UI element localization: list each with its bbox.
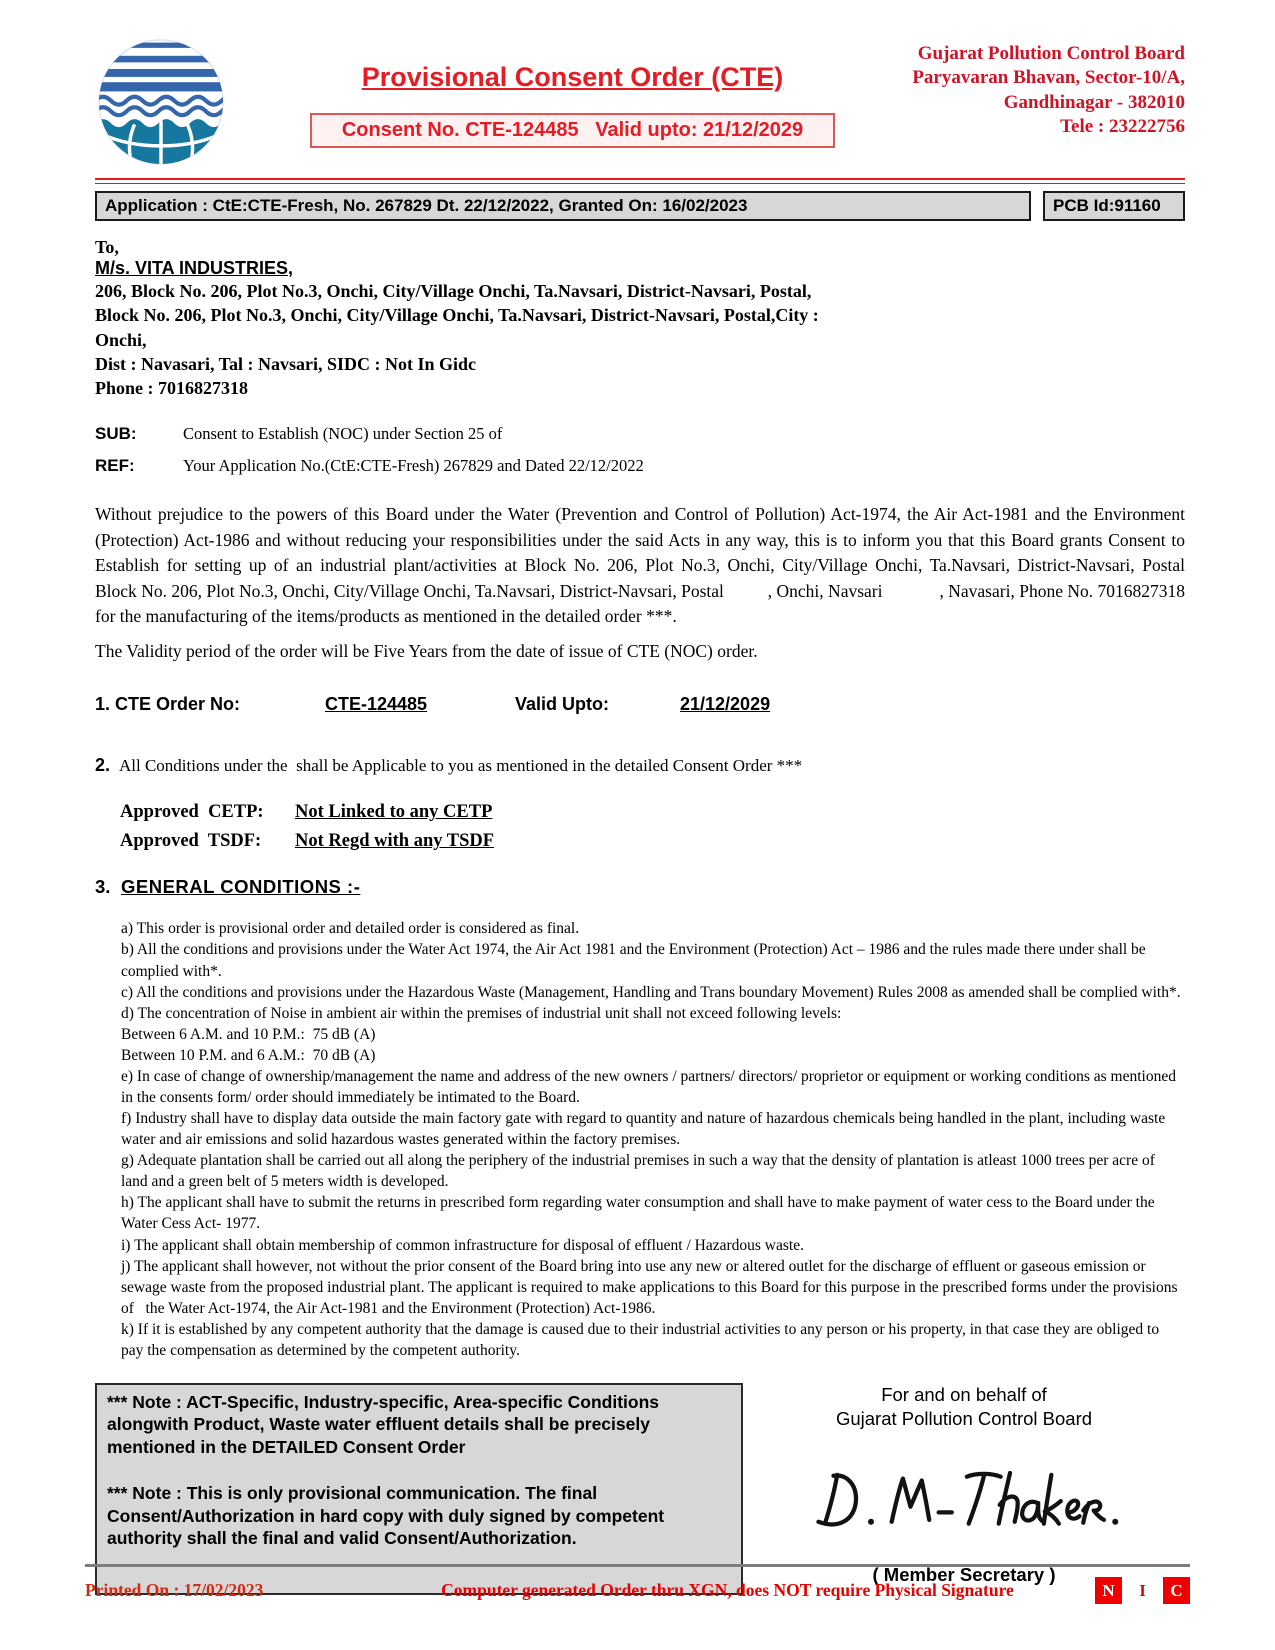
general-conditions-list	[121, 918, 1185, 1361]
condition-item: b) All the conditions and provisions under the Water Act 1974, the Air Act 1981 and the Environment (Protection) Act – 1986 and the rules made there under shall be complied with*.	[121, 941, 1150, 980]
condition-item: a) This order is provisional order and detailed order is considered as final.	[121, 920, 580, 938]
clause-text: All Conditions under the shall be Applicable to you as mentioned in the detailed Consent Order ***	[119, 756, 803, 776]
reference-label: REF:	[95, 456, 135, 476]
header	[95, 36, 1185, 168]
nic-letter-c: C	[1163, 1577, 1190, 1604]
general-conditions-number: 3.	[95, 876, 111, 898]
gpcb-logo	[95, 36, 260, 168]
condition-item: c) All the conditions and provisions under the Hazardous Waste (Management, Handling and Trans boundary Movement) Rules 2008 as amended shall be complied with*.	[121, 983, 1181, 1001]
board-address	[885, 36, 1185, 139]
application-bar: Application : CtE:CTE-Fresh, No. 267829 Dt. 22/12/2022, Granted On: 16/02/2023	[95, 191, 1031, 221]
valid-upto-value: 21/12/2029	[680, 694, 771, 715]
conditions-clause	[95, 755, 1185, 776]
board-address-line: Gujarat Pollution Control Board	[917, 43, 1185, 64]
condition-item: Between 10 P.M. and 6 A.M.: 70 dB (A)	[121, 1046, 376, 1064]
recipient-address-line: Dist : Navasari, Tal : Navsari, SIDC : Not In Gidc	[95, 353, 477, 374]
valid-upto-label: Valid Upto:	[515, 694, 609, 715]
note-provisional: *** Note : This is only provisional communication. The final Consent/Authorization in hard copy with duly signed by competent authority shall the final and valid Consent/Authorization.	[107, 1483, 665, 1548]
condition-item: g) Adequate plantation shall be carried out all along the periphery of the industrial premises in such a way that the density of plantation is atleast 1000 trees per acre of land and a green belt of 5 meters width is developed.	[121, 1152, 1159, 1191]
on-behalf-line: For and on behalf of	[881, 1384, 1047, 1405]
footer-divider	[85, 1564, 1190, 1567]
application-row	[95, 191, 1185, 221]
grant-paragraph: Without prejudice to the powers of this Board under the Water (Prevention and Control of Pollution) Act-1974, the Air Act-1981 and the Environment (Protection) Act-1986 and without reducing your responsibilities under the said Acts in any way, this is to inform you that this Board grants Consent to Establish for setting up of an industrial plant/activities at Block No. 206, Plot No.3, Onchi, City/Village Onchi, Ta.Navsari, District-Navsari, Postal Block No. 206, Plot No.3, Onchi, City/Village Onchi, Ta.Navsari, District-Navsari, Postal , Onchi, Navsari , Navasari, Phone No. 7016827318 for the manufacturing of the items/products as mentioned in the detailed order ***.	[95, 504, 1229, 626]
approved-cetp-value: Not Linked to any CETP	[295, 802, 493, 823]
board-address-line: Tele : 23222756	[1060, 115, 1185, 137]
board-address-line: Gandhinagar - 382010	[1003, 91, 1185, 113]
page-title: Provisional Consent Order (CTE)	[361, 62, 784, 92]
nic-letter-i: I	[1129, 1577, 1156, 1604]
clause-number: 2.	[95, 755, 111, 776]
condition-item: Between 6 A.M. and 10 P.M.: 75 dB (A)	[121, 1025, 376, 1043]
cte-order-no-value: CTE-124485	[325, 694, 428, 715]
cte-order-row	[95, 694, 1185, 715]
footer-note: Computer generated Order thru XGN, does NOT require Physical Signature	[441, 1580, 1014, 1600]
pcb-id-badge: PCB Id:91160	[1043, 191, 1185, 221]
general-conditions-heading	[95, 876, 1185, 898]
general-conditions-title: GENERAL CONDITIONS :-	[121, 876, 361, 898]
printed-on: Printed On : 17/02/2023	[85, 1580, 264, 1600]
nic-logo	[1095, 1577, 1190, 1604]
approved-tsdf-label: Approved TSDF:	[120, 831, 262, 852]
condition-item: f) Industry shall have to display data outside the main factory gate with regard to quantity and nature of hazardous chemicals being handled in the plant, including waste water and air emissions and solid hazardous wastes generated within the factory premises.	[121, 1110, 1170, 1149]
signature-handwriting	[743, 1465, 1185, 1547]
header-divider	[95, 178, 1185, 184]
board-address-line: Paryavaran Bhavan, Sector-10/A,	[912, 67, 1185, 89]
reference-text: Your Application No.(CtE:CTE-Fresh) 267829 and Dated 22/12/2022	[183, 456, 644, 476]
consent-banner: Consent No. CTE-124485 Valid upto: 21/12/2029	[310, 113, 835, 148]
recipient-block	[95, 237, 1185, 400]
recipient-name: M/s. VITA INDUSTRIES,	[95, 258, 294, 278]
condition-item: d) The concentration of Noise in ambient air within the premises of industrial unit shall not exceed following levels:	[121, 1004, 842, 1022]
approved-tsdf-value: Not Regd with any TSDF	[295, 831, 495, 852]
salutation: To,	[95, 237, 119, 257]
signatory-designation: ( Member Secretary )	[872, 1564, 1056, 1586]
condition-item: e) In case of change of ownership/management the name and address of the new owners / partners/ directors/ proprietor or equipment or working conditions as mentioned in the consents form/ order should immediately be intimated to the Board.	[121, 1067, 1180, 1106]
on-behalf-line: Gujarat Pollution Control Board	[835, 1408, 1093, 1430]
approved-cetp-label: Approved CETP:	[120, 802, 264, 823]
recipient-phone: Phone : 7016827318	[95, 378, 248, 399]
recipient-address-line: Block No. 206, Plot No.3, Onchi, City/Village Onchi, Ta.Navsari, District-Navsari, Postal,City :	[95, 305, 819, 326]
subject-label: SUB:	[95, 424, 137, 444]
note-act-specific: *** Note : ACT-Specific, Industry-specific, Area-specific Conditions alongwith Product, Waste water effluent details shall be precisely mentioned in the DETAILED Consent Order	[107, 1392, 660, 1457]
recipient-address-line: Onchi,	[95, 329, 147, 350]
approved-block	[120, 802, 1185, 852]
recipient-address-line: 206, Block No. 206, Plot No.3, Onchi, City/Village Onchi, Ta.Navsari, District-Navsari, Postal,	[95, 281, 812, 301]
condition-item: k) If it is established by any competent authority that the damage is caused due to their industrial activities to any person or his property, in that case they are obliged to pay the compensation as determined by the competent authority.	[121, 1320, 1163, 1359]
condition-item: j) The applicant shall however, not without the prior consent of the Board bring into use any new or altered outlet for the discharge of effluent or gaseous emission or sewage waste from the proposed industrial plant. The applicant is required to make applications to this Board for this purpose in the prescribed forms under the provisions of the Water Act-1974, the Air Act-1981 and the Environment (Protection) Act-1986.	[121, 1257, 1182, 1317]
nic-letter-n: N	[1095, 1577, 1122, 1604]
cte-order-no-label: 1. CTE Order No:	[95, 694, 241, 715]
condition-item: h) The applicant shall have to submit the returns in prescribed form regarding water consumption and shall have to make payment of water cess to the Board under the Water Cess Act- 1977.	[121, 1194, 1159, 1233]
environment-globe-icon	[95, 36, 227, 168]
footer	[85, 1564, 1190, 1604]
subject-reference-block	[95, 424, 1185, 476]
condition-item: i) The applicant shall obtain membership of common infrastructure for disposal of effluent / Hazardous waste.	[121, 1236, 804, 1254]
validity-paragraph: The Validity period of the order will be Five Years from the date of issue of CTE (NOC) order.	[95, 641, 758, 662]
subject-text: Consent to Establish (NOC) under Section 25 of	[183, 424, 503, 444]
